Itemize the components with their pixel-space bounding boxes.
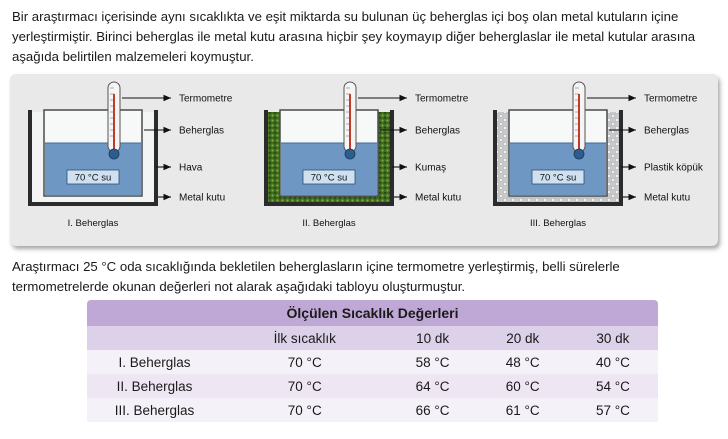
component-label: Beherglas (415, 125, 461, 137)
experiment-diagram (10, 74, 718, 246)
thermometer-bulb (345, 149, 355, 159)
beaker-setup (30, 82, 233, 229)
table-cell: 70 °C (222, 374, 388, 398)
water (45, 143, 141, 195)
beaker-caption: III. Beherglas (530, 218, 586, 229)
column-header: İlk sıcaklık (222, 326, 388, 350)
table-cell: 48 °C (478, 350, 568, 374)
method-paragraph: Araştırmacı 25 °C oda sıcaklığında bekletilen beherglasların içine termometre yerleştirmiş, belli sürelerle termometrelerde okunan değerleri not alarak aşağıdaki tabloyu oluşturmuştur. (12, 259, 620, 294)
water-label: 70 °C su (74, 172, 112, 184)
row-label: I. Beherglas (87, 350, 222, 374)
experiment-figure (10, 74, 718, 246)
component-label: Beherglas (644, 125, 690, 137)
water (510, 143, 606, 195)
temperature-table (87, 300, 658, 422)
component-label: Termometre (644, 93, 698, 105)
table-cell: 70 °C (222, 398, 388, 422)
table-cell: 61 °C (478, 398, 568, 422)
component-label: Beherglas (179, 125, 225, 137)
table-cell: 58 °C (388, 350, 478, 374)
column-header: 10 dk (388, 326, 478, 350)
table-cell: 66 °C (388, 398, 478, 422)
table-cell: 70 °C (222, 350, 388, 374)
column-header: 30 dk (568, 326, 658, 350)
water-label: 70 °C su (310, 172, 348, 184)
water-label: 70 °C su (539, 172, 577, 184)
component-label: Kumaş (415, 162, 447, 174)
component-label: Plastik köpük (644, 162, 703, 174)
table-cell: 40 °C (568, 350, 658, 374)
component-label: Termometre (179, 93, 233, 105)
table-cell: 64 °C (388, 374, 478, 398)
component-label: Metal kutu (179, 192, 226, 204)
component-label: Hava (179, 162, 203, 174)
table-title: Ölçülen Sıcaklık Değerleri (87, 300, 658, 326)
table-row (87, 374, 658, 398)
column-header (87, 326, 222, 350)
table-cell: 54 °C (568, 374, 658, 398)
component-label: Metal kutu (415, 192, 462, 204)
table-cell: 60 °C (478, 374, 568, 398)
component-label: Metal kutu (644, 192, 691, 204)
thermometer-bulb (109, 149, 119, 159)
beaker-setup (495, 82, 704, 229)
row-label: III. Beherglas (87, 398, 222, 422)
table-row (87, 350, 658, 374)
component-label: Termometre (415, 93, 469, 105)
beaker-caption: II. Beherglas (302, 218, 356, 229)
beaker-setup (266, 82, 469, 229)
table-header-row (87, 326, 658, 350)
beaker-caption: I. Beherglas (67, 218, 119, 229)
table-cell: 57 °C (568, 398, 658, 422)
water (281, 143, 377, 195)
row-label: II. Beherglas (87, 374, 222, 398)
table-row (87, 398, 658, 422)
column-header: 20 dk (478, 326, 568, 350)
thermometer-bulb (574, 149, 584, 159)
intro-paragraph: Bir araştırmacı içerisinde aynı sıcaklıkta ve eşit miktarda su bulunan üç beherglas içi boş olan metal kutuların içine yerleştirmiştir. Birinci beherglas ile metal kutu arasına hiçbir şey koymayıp diğer beherglaslar ile metal kutular arasına aşağıda belirtilen malzemeleri koymuştur. (12, 9, 696, 64)
